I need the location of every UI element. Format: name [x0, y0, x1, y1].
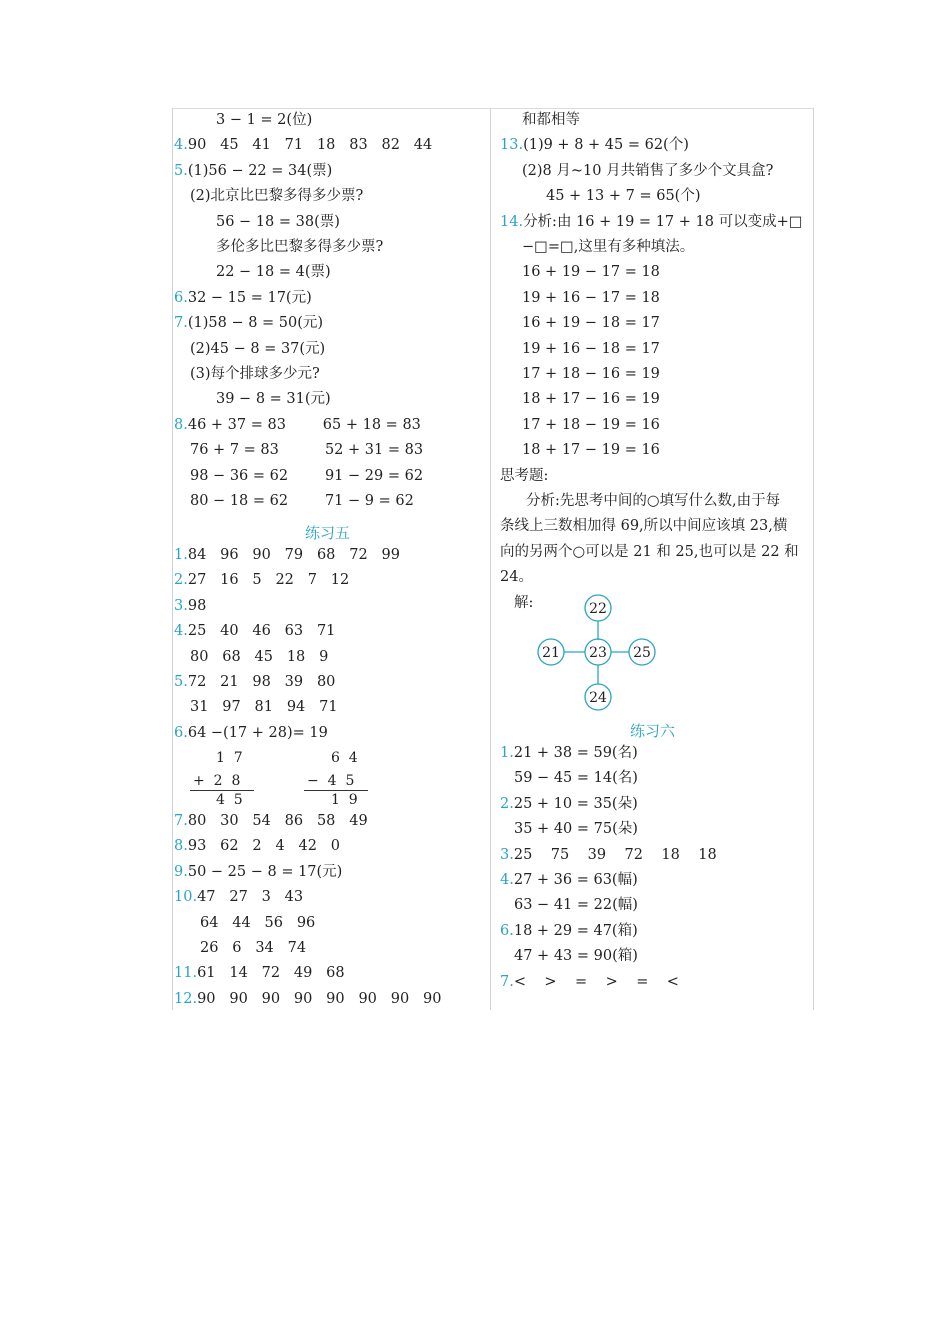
question-number: 7.	[174, 315, 188, 332]
answer-line-numbered	[500, 794, 638, 814]
question-number: 5.	[174, 674, 188, 690]
answer-line-numbered	[500, 972, 679, 992]
answer-text: (1)58 − 8 = 50(元)	[187, 315, 324, 332]
answer-line-numbered	[174, 135, 432, 155]
answer-line	[190, 339, 325, 359]
answer-text: 47 + 43 = 90(箱)	[514, 948, 638, 965]
answer-text: 22 − 18 = 4(票)	[216, 264, 331, 281]
answer-text: 多伦多比巴黎多得多少票?	[216, 239, 384, 255]
answer-line-numbered	[174, 161, 332, 181]
question-number: 1.	[174, 547, 188, 563]
answer-text: −□=□,这里有多种填法。	[522, 239, 695, 255]
diagram-value-top: 22	[589, 601, 607, 617]
answer-line	[190, 491, 414, 511]
answer-text: 72 21 98 39 80	[187, 674, 336, 690]
answer-line	[522, 415, 660, 435]
question-number: 4.	[500, 872, 514, 888]
answer-line	[546, 186, 701, 206]
answer-text: 90 45 41 71 18 83 82 44	[187, 137, 433, 154]
answer-text: 90 90 90 90 90 90 90 90	[197, 990, 442, 1007]
answer-line	[200, 913, 315, 933]
diagram-circle-bottom	[585, 684, 611, 710]
answer-line	[216, 110, 312, 130]
vertical-addition-middle: + 2 8	[193, 773, 241, 789]
question-number: 3.	[500, 846, 514, 863]
answer-text: 35 + 40 = 75(朵)	[514, 821, 638, 838]
answer-text: 思考题:	[500, 467, 549, 484]
vertical-subtraction-result: 1 9	[331, 792, 358, 808]
question-number: 7.	[174, 813, 188, 829]
diagram-circle-left	[538, 639, 564, 665]
answer-line-numbered	[174, 836, 340, 856]
answer-line-numbered	[174, 723, 328, 743]
answer-line	[190, 466, 423, 486]
answer-line	[190, 186, 363, 206]
answer-line	[216, 212, 340, 232]
answer-text: (3)每个排球多少元?	[190, 366, 320, 382]
answer-text: 64 44 56 96	[200, 914, 316, 931]
question-number: 3.	[174, 597, 188, 614]
diagram-value-bottom: 24	[589, 690, 607, 706]
answer-text: 93 62 2 4 42 0	[187, 838, 341, 855]
answer-line-numbered	[174, 313, 323, 333]
answer-line-numbered	[174, 545, 400, 565]
answer-line-numbered	[174, 621, 335, 641]
answer-text: 和都相等	[522, 112, 580, 128]
answer-text: 分析:先思考中间的○填写什么数,由于每	[526, 493, 781, 509]
answer-line	[526, 491, 780, 511]
answer-line	[190, 364, 320, 384]
answer-line-numbered	[500, 743, 638, 763]
answer-text: 50 − 25 − 8 = 17(元)	[187, 863, 343, 880]
answer-text: 3 − 1 = 2(位)	[216, 112, 313, 128]
vertical-addition-top: 1 7	[216, 750, 243, 766]
answer-text: (1)9 + 8 + 45 = 62(个)	[523, 137, 689, 154]
answer-text: 84 96 90 79 68 72 99	[187, 547, 400, 563]
answer-text: 27 16 5 22 7 12	[187, 572, 350, 589]
answer-line-numbered	[174, 989, 441, 1009]
vertical-subtraction-top: 6 4	[331, 750, 358, 766]
answer-line	[514, 895, 638, 915]
question-number: 4.	[174, 623, 188, 640]
question-number: 2.	[174, 572, 188, 589]
answer-line	[522, 262, 660, 282]
vertical-addition-rule	[190, 790, 254, 791]
vertical-subtraction-rule	[304, 790, 368, 791]
question-number: 6.	[174, 724, 188, 741]
answer-text: 80 68 45 18 9	[190, 648, 329, 665]
answer-text: (2)45 − 8 = 37(元)	[190, 340, 326, 357]
answer-text: 80 30 54 86 58 49	[187, 813, 368, 829]
answer-line	[522, 339, 660, 359]
section-heading-exercise-6: 练习六	[630, 722, 676, 740]
answer-line-numbered	[500, 921, 638, 941]
answer-line	[500, 466, 548, 486]
answer-line	[514, 768, 638, 788]
answer-line-numbered	[174, 415, 421, 435]
answer-text: (1)56 − 22 = 34(票)	[187, 162, 333, 179]
top-border	[172, 108, 814, 109]
question-number: 4.	[174, 137, 188, 154]
question-number: 5.	[174, 162, 188, 179]
answer-line	[522, 161, 773, 181]
answer-text: 向的另两个○可以是 21 和 25,也可以是 22 和	[500, 543, 799, 560]
solution-label: 解:	[514, 595, 534, 611]
answer-line	[200, 938, 306, 958]
answer-text: 98 − 36 = 62 91 − 29 = 62	[190, 467, 424, 484]
answer-text: 80 − 18 = 62 71 − 9 = 62	[190, 493, 414, 509]
answer-line	[500, 542, 799, 562]
answer-text: 分析:由 16 + 19 = 17 + 18 可以变成+□	[523, 213, 803, 230]
question-number: 8.	[174, 416, 188, 433]
answer-line-numbered	[174, 288, 312, 308]
answer-text: 47 27 3 43	[197, 889, 304, 906]
answer-line	[190, 647, 328, 667]
question-number: 8.	[174, 838, 188, 855]
answer-line	[216, 262, 331, 282]
answer-line	[216, 389, 331, 409]
answer-text: 17 + 18 − 19 = 16	[522, 416, 660, 433]
answer-line-numbered	[500, 870, 638, 890]
question-number: 2.	[500, 795, 514, 812]
question-number: 6.	[174, 289, 188, 306]
answer-text: 26 6 34 74	[200, 940, 307, 956]
answer-text: 18 + 29 = 47(箱)	[513, 922, 638, 939]
diagram-circle-top	[585, 595, 611, 621]
answer-text: 16 + 19 − 18 = 17	[522, 315, 660, 332]
answer-text: 64 −(17 + 28)= 19	[187, 724, 328, 741]
answer-text: 18 + 17 − 16 = 19	[522, 391, 660, 408]
answer-line	[514, 819, 638, 839]
right-border	[813, 108, 814, 1010]
answer-text: 98	[187, 597, 207, 614]
answer-line-numbered	[500, 212, 802, 232]
answer-text: 25 75 39 72 18 18	[513, 846, 717, 863]
answer-text: < > = > = <	[513, 973, 679, 990]
answer-text: 24。	[500, 569, 533, 586]
answer-text: 18 + 17 − 19 = 16	[522, 442, 660, 459]
answer-line	[216, 237, 383, 257]
answer-line	[500, 516, 787, 536]
answer-line-numbered	[174, 862, 342, 882]
answer-line-numbered	[174, 963, 345, 983]
answer-text: 31 97 81 94 71	[190, 699, 338, 716]
question-number: 10.	[174, 889, 198, 906]
answer-line	[190, 440, 423, 460]
diagram-value-center: 23	[589, 645, 607, 661]
diagram-circle-right	[629, 639, 655, 665]
answer-line-numbered	[174, 811, 368, 831]
answer-line	[514, 946, 638, 966]
answer-line	[522, 110, 580, 130]
vertical-addition-result: 4 5	[216, 792, 243, 808]
answer-line-numbered	[174, 672, 335, 692]
answer-text: 46 + 37 = 83 65 + 18 = 83	[187, 416, 421, 433]
answer-text: 39 − 8 = 31(元)	[216, 391, 331, 408]
answer-text: 条线上三数相加得 69,所以中间应该填 23,横	[500, 518, 788, 535]
question-number: 6.	[500, 922, 514, 939]
question-number: 11.	[174, 965, 198, 982]
diagram-value-right: 25	[633, 645, 651, 661]
answer-line	[190, 697, 338, 717]
answer-text: 16 + 19 − 17 = 18	[522, 264, 660, 281]
answer-line	[522, 440, 660, 460]
answer-line-numbered	[174, 596, 206, 616]
question-number: 9.	[174, 863, 188, 880]
diagram-circle-center	[585, 639, 611, 665]
answer-line	[500, 567, 533, 587]
answer-text: 56 − 18 = 38(票)	[216, 213, 340, 230]
answer-text: 76 + 7 = 83 52 + 31 = 83	[190, 442, 424, 459]
answer-text: 19 + 16 − 18 = 17	[522, 340, 660, 357]
answer-text: 17 + 18 − 16 = 19	[522, 366, 660, 382]
question-number: 13.	[500, 137, 524, 154]
answer-line	[522, 288, 660, 308]
question-number: 7.	[500, 973, 514, 990]
question-number: 12.	[174, 990, 198, 1007]
answer-text: 25 40 46 63 71	[187, 623, 336, 640]
answer-line	[522, 364, 660, 384]
answer-text: 45 + 13 + 7 = 65(个)	[546, 188, 701, 205]
answer-text: 27 + 36 = 63(幅)	[513, 872, 638, 888]
answer-text: 19 + 16 − 17 = 18	[522, 289, 660, 306]
answer-line	[522, 313, 660, 333]
answer-line-numbered	[174, 887, 303, 907]
answer-line-numbered	[500, 845, 717, 865]
diagram-value-left: 21	[542, 645, 560, 661]
answer-text: 25 + 10 = 35(朵)	[513, 795, 638, 812]
answer-line-numbered	[174, 570, 349, 590]
answer-text: (2)北京比巴黎多得多少票?	[190, 188, 364, 205]
vertical-subtraction-middle: − 4 5	[307, 773, 355, 789]
answer-text: 59 − 45 = 14(名)	[514, 770, 638, 787]
left-border	[172, 108, 173, 1010]
answer-line	[522, 237, 694, 257]
section-heading-exercise-5: 练习五	[305, 524, 351, 542]
answer-text: (2)8 月~10 月共销售了多少个文具盒?	[522, 162, 774, 179]
answer-line-numbered	[500, 135, 689, 155]
answer-text: 63 − 41 = 22(幅)	[514, 897, 638, 914]
answer-line	[522, 389, 660, 409]
answer-text: 61 14 72 49 68	[197, 965, 345, 982]
answer-text: 32 − 15 = 17(元)	[187, 289, 312, 306]
answer-text: 21 + 38 = 59(名)	[513, 745, 638, 761]
question-number: 1.	[500, 745, 514, 761]
column-divider	[490, 108, 491, 1010]
question-number: 14.	[500, 213, 524, 230]
